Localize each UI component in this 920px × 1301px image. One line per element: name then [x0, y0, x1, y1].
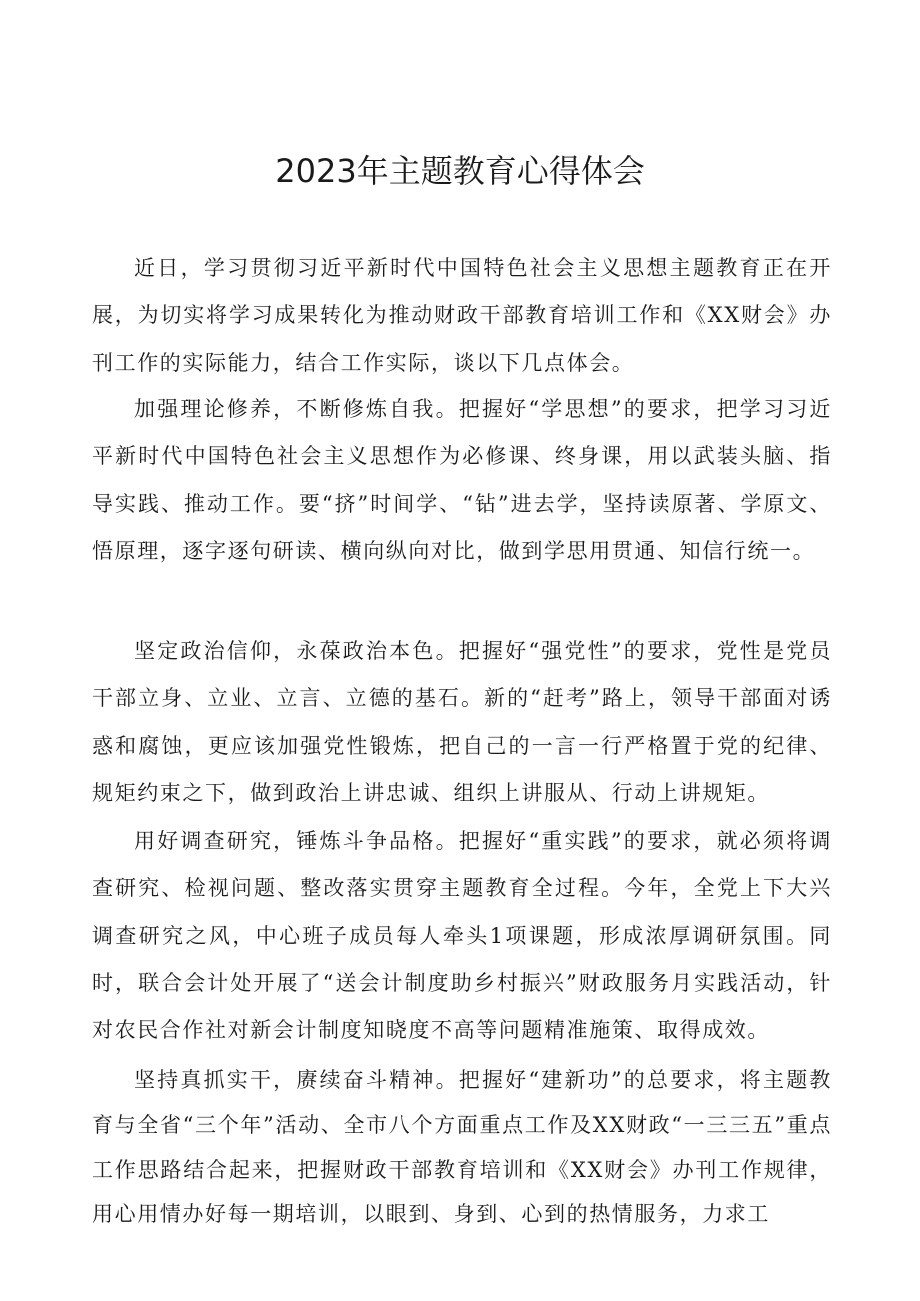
- paragraph-intro: 近日，学习贯彻习近平新时代中国特色社会主义思想主题教育正在开展，为切实将学习成果转化为推动财政干部教育培训工作和《XX财会》办刊工作的实际能力，结合工作实际，谈以下几点体会。: [92, 256, 832, 375]
- paragraph-politics: 坚定政治信仰，永葆政治本色。把握好“强党性”的要求，党性是党员干部立身、立业、立言、立德的基石。新的“赶考”路上，领导干部面对诱惑和腐蚀，更应该加强党性锻炼，把自己的一言一行严格置于党的纪律、规矩约束之下，做到政治上讲忠诚、组织上讲服从、行动上讲规矩。: [92, 639, 832, 805]
- paragraph-research: 用好调查研究，锤炼斗争品格。把握好“重实践”的要求，就必须将调查研究、检视问题、整改落实贯穿主题教育全过程。今年，全党上下大兴调查研究之风，中心班子成员每人牵头1项课题，形成浓厚调研氛围。同时，联合会计处开展了“送会计制度助乡村振兴”财政服务月实践活动，针对农民合作社对新会计制度知晓度不高等问题精准施策、取得成效。: [92, 829, 832, 1043]
- paragraph-theory: 加强理论修养，不断修炼自我。把握好“学思想”的要求，把学习习近平新时代中国特色社会主义思想作为必修课、终身课，用以武装头脑、指导实践、推动工作。要“挤”时间学、“钻”进去学，坚持读原著、学原文、悟原理，逐字逐句研读、横向纵向对比，做到学思用贯通、知信行统一。: [92, 397, 832, 563]
- paragraph-practice: 坚持真抓实干，赓续奋斗精神。把握好“建新功”的总要求，将主题教育与全省“三个年”活动、全市八个方面重点工作及XX财政“一三三五”重点工作思路结合起来，把握财政干部教育培训和《XX财会》办刊工作规律，用心用情办好每一期培训，以眼到、身到、心到的热情服务，力求工: [92, 1068, 832, 1227]
- document-title: 2023年主题教育心得体会: [275, 152, 645, 190]
